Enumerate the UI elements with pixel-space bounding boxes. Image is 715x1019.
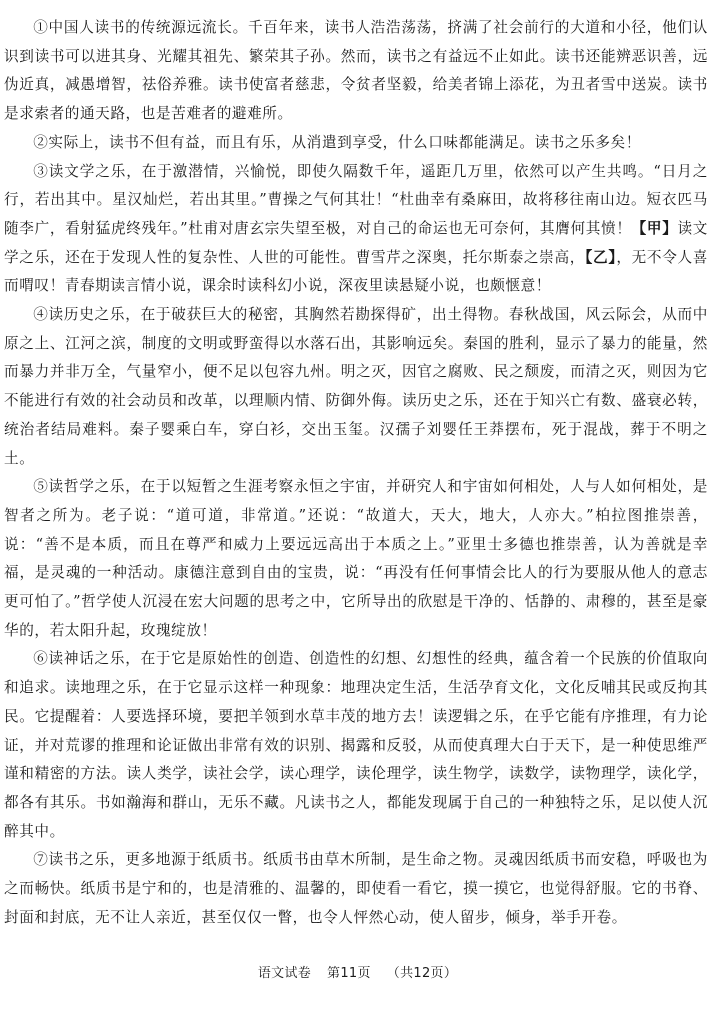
paragraph-text: ①中国人读书的传统源远流长。千百年来，读书人浩浩荡荡，挤满了社会前行的大道和小径，他们认识到读书可以进其身、光耀其祖先、繁荣其子孙。然而，读书之有益远不止如此。读书还能辨恶识善，远伪近真，减愚增智，祛俗养雅。读书使富者慈悲，令贫者坚毅，给美者锦上添花，为丑者雪中送炭。读书是求索者的通天路，也是苦难者的避难所。 [4,19,708,123]
paragraph-7 [4,846,708,932]
paragraph-5 [4,473,708,645]
footer-total-pages: （共12页） [386,966,458,981]
blank-marker-yi: 【乙】 [585,248,617,266]
paragraph-text: ，无不令人喜而喟叹！青春期读言情小说，课余时读科幻小说，深夜里读悬疑小说，也颇惬意！ [4,248,708,295]
paragraph-2 [4,129,708,158]
paragraph-3 [4,158,708,302]
paragraph-text: ③读文学之乐，在于激潜情，兴愉悦，即使久隔数千年，遥距几万里，依然可以产生共鸣。“日月之行，若出其中。星汉灿烂，若出其里。”曹操之气何其壮！“杜曲幸有桑麻田，故将移往南山边。短衣匹马随李广，看射猛虎终残年。”杜甫对唐玄宗失望至极，对自己的命运也无可奈何，其膺何其愤！ [4,162,708,237]
page-footer [0,962,715,981]
document-body [4,14,708,933]
blank-marker-jia: 【甲】 [631,219,678,237]
paragraph-4 [4,301,708,473]
paragraph-text: 读文学之乐，还在于发现人性的复杂性、人世的可能性。曹雪芹之深奥，托尔斯泰之崇高， [4,219,708,266]
paragraph-text: ⑤读哲学之乐，在于以短暂之生涯考察永恒之宇宙，并研究人和宇宙如何相处，人与人如何相处，是智者之所为。老子说：“道可道，非常道。”还说：“故道大，天大，地大，人亦大。”柏拉图推崇善，说：“善不是本质，而且在尊严和威力上要远远高出于本质之上。”亚里士多德也推崇善，认为善就是幸福，是灵魂的一种活动。康德注意到自由的宝贵，说：“再没有任何事情会比人的行为要服从他人的意志更可怕了。”哲学使人沉浸在宏大问题的思考之中，它所导出的欣慰是干净的、恬静的、肃穆的，甚至是豪华的，若太阳升起，玫瑰绽放！ [4,478,708,639]
paragraph-text: ②实际上，读书不但有益，而且有乐，从消遣到享受，什么口味都能满足。读书之乐多矣！ [33,133,641,151]
paragraph-text: ⑥读神话之乐，在于它是原始性的创造、创造性的幻想、幻想性的经典，蕴含着一个民族的价值取向和追求。读地理之乐，在于它显示这样一种现象：地理决定生活，生活孕育文化，文化反哺其民或反拘其民。它提醒着：人要选择环境，要把羊领到水草丰茂的地方去！读逻辑之乐，在乎它能有序推理，有力论证，并对荒谬的推理和论证做出非常有效的识别、揭露和反驳，从而使真理大白于天下，是一种使思维严谨和精密的方法。读人类学，读社会学，读心理学，读伦理学，读生物学，读数学，读物理学，读化学，都各有其乐。书如瀚海和群山，无乐不藏。凡读书之人，都能发现属于自己的一种独特之乐，足以使人沉醉其中。 [4,650,708,840]
paragraph-text: ④读历史之乐，在于破获巨大的秘密，其胸然若勘探得矿，出土得物。春秋战国，风云际会，从而中原之上、江河之滨，制度的文明或野蛮得以水落石出，其影响远矣。秦国的胜利，显示了暴力的能量，然而暴力并非万全，气量窄小，便不足以包容九州。明之灭，因官之腐败、民之颓废，而清之灭，则因为它不能进行有效的社会动员和改革，以理顺内情、防御外侮。读历史之乐，还在于知兴亡有数、盛衰必转，统治者结局难料。秦子婴乘白车，穿白衫，交出玉玺。汉孺子刘婴任王莽摆布，死于混战，葬于不明之土。 [4,306,708,467]
paragraph-text: ⑦读书之乐，更多地源于纸质书。纸质书由草木所制，是生命之物。灵魂因纸质书而安稳，呼吸也为之而畅快。纸质书是宁和的，也是清雅的、温馨的，即使看一看它，摸一摸它，也觉得舒服。它的书脊、封面和封底，无不让人亲近，甚至仅仅一瞥，也令人怦然心动，使人留步，倾身，举手开卷。 [4,851,708,926]
footer-subject: 语文试卷 [257,966,312,981]
paragraph-1 [4,14,708,129]
paragraph-6 [4,645,708,846]
footer-page-number: 第11页 [327,966,371,981]
